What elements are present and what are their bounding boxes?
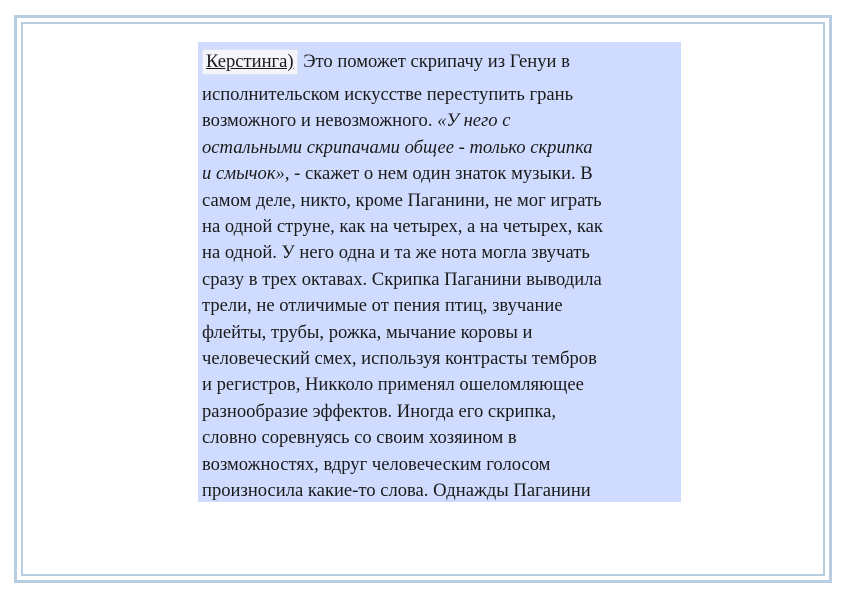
body-text: флейты, трубы, рожка, мычание коровы и (202, 321, 533, 343)
text-line-first (202, 47, 677, 82)
italic-quote-text: и смычок» (202, 163, 285, 185)
slide-text-box (198, 42, 681, 502)
text-line (202, 161, 677, 187)
text-line (202, 240, 677, 266)
text-line (202, 267, 677, 293)
body-text: возможного и невозможного. (202, 110, 438, 132)
text-line (202, 425, 677, 451)
body-text: произносила какие-то слова. Однажды Паганини (202, 480, 591, 502)
text-line (202, 214, 677, 240)
hyperlink-kerstinga[interactable]: Керстинга) (202, 49, 298, 75)
body-text: разнообразие эффектов. Иногда его скрипка, (202, 400, 557, 422)
text-line (202, 135, 677, 161)
text-line (202, 372, 677, 398)
text-line (202, 478, 677, 502)
body-text: , - скажет о нем один знаток музыки. В (284, 163, 593, 185)
text-line (202, 346, 677, 372)
text-line (202, 399, 677, 425)
body-text: человеческий смех, используя контрасты тембров (202, 348, 597, 370)
text-line (202, 188, 677, 214)
body-text: на одной струне, как на четырех, а на четырех, как (202, 216, 603, 238)
text-body (202, 82, 677, 502)
body-text: на одной. У него одна и та же нота могла звучать (202, 242, 590, 264)
italic-quote-text: «У него с (437, 110, 511, 132)
text-line (202, 293, 677, 319)
body-text: сразу в трех октавах. Скрипка Паганини выводила (202, 268, 602, 290)
body-text: словно соревнуясь со своим хозяином в (202, 427, 517, 449)
text-line (202, 320, 677, 346)
body-text: возможностях, вдруг человеческим голосом (202, 453, 551, 475)
italic-quote-text: остальными скрипачами общее - только скрипка (202, 136, 593, 158)
body-text: трели, не отличимые от пения птиц, звучание (202, 295, 563, 317)
body-text: и регистров, Никколо применял ошеломляющее (202, 374, 584, 396)
text-line (202, 82, 677, 108)
body-text: Это поможет скрипачу из Генуи в (298, 51, 570, 72)
text-line-first-rest (299, 51, 570, 72)
text-line (202, 108, 677, 134)
text-line (202, 452, 677, 478)
body-text: исполнительском искусстве переступить грань (202, 84, 574, 105)
body-text: самом деле, никто, кроме Паганини, не мог играть (202, 189, 602, 211)
